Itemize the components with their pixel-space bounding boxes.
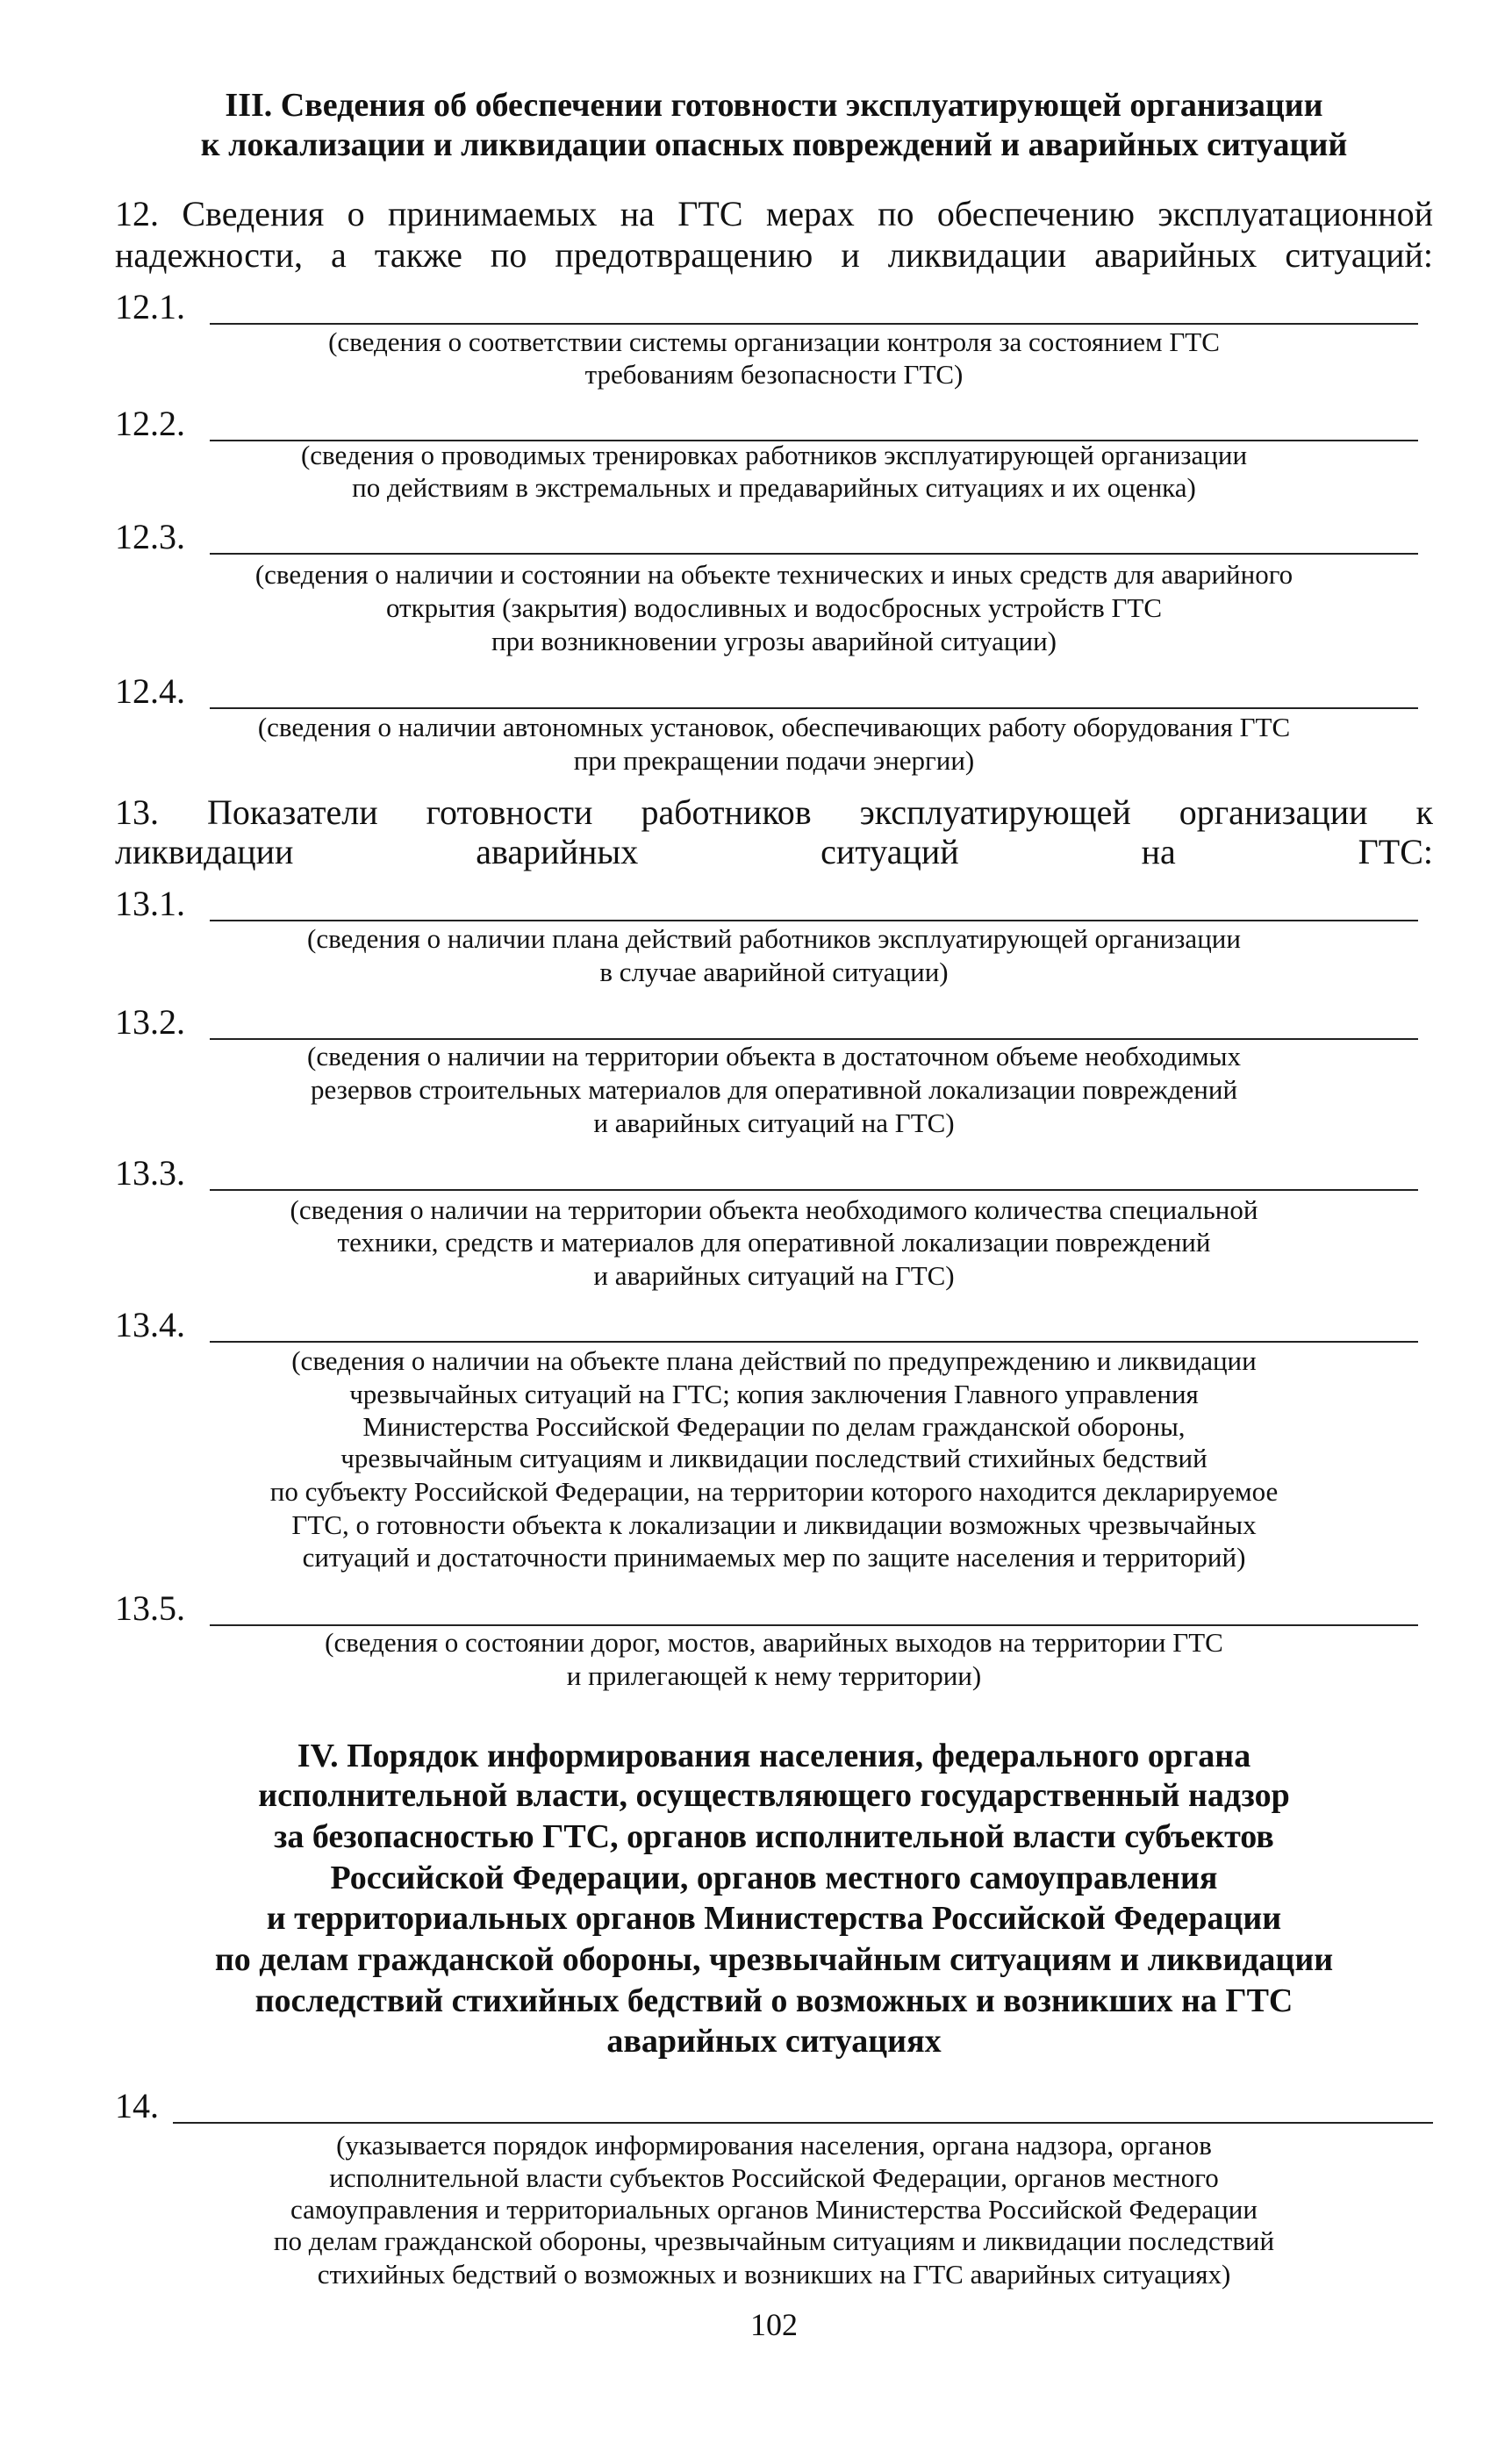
field-caption: (сведения о наличии плана действий работников эксплуатирующей организации bbox=[307, 923, 1241, 954]
field-caption: по делам гражданской обороны, чрезвычайным ситуациям и ликвидации последствий bbox=[273, 2225, 1275, 2256]
page-number: 102 bbox=[750, 2307, 798, 2342]
section-heading: IV. Порядок информирования населения, федерального органа bbox=[297, 1738, 1251, 1774]
item-number: 13.2. bbox=[115, 1002, 185, 1042]
field-caption: открытия (закрытия) водосливных и водосбросных устройств ГТС bbox=[385, 592, 1163, 623]
field-caption: чрезвычайным ситуациям и ликвидации последствий стихийных бедствий bbox=[340, 1443, 1207, 1473]
field-caption: и аварийных ситуаций на ГТС) bbox=[593, 1260, 955, 1291]
fill-in-line[interactable] bbox=[210, 1189, 1418, 1191]
paragraph-line: ликвидации аварийных ситуаций на ГТС: bbox=[115, 832, 1433, 871]
section-heading: исполнительной власти, осуществляющего государственный надзор bbox=[258, 1777, 1290, 1814]
field-caption: требованиям безопасности ГТС) bbox=[584, 359, 964, 390]
paragraph-line: 13. Показатели готовности работников эксплуатирующей организации к bbox=[115, 792, 1433, 832]
field-caption: в случае аварийной ситуации) bbox=[599, 957, 949, 987]
field-caption: (сведения о наличии автономных установок, обеспечивающих работу оборудования ГТС bbox=[257, 712, 1291, 742]
fill-in-line[interactable] bbox=[210, 553, 1418, 555]
fill-in-line[interactable] bbox=[210, 920, 1418, 921]
field-caption: чрезвычайных ситуаций на ГТС; копия заключения Главного управления bbox=[349, 1379, 1199, 1409]
paragraph-line: надежности, а также по предотвращению и ликвидации аварийных ситуаций: bbox=[115, 235, 1433, 275]
section-heading: за безопасностью ГТС, органов исполнительной власти субъектов bbox=[274, 1818, 1274, 1855]
section-heading: аварийных ситуациях bbox=[606, 2023, 942, 2060]
field-caption: исполнительной власти субъектов Российской Федерации, органов местного bbox=[329, 2162, 1219, 2193]
item-number: 12.1. bbox=[115, 287, 185, 326]
field-caption: (сведения о наличии на территории объекта в достаточном объеме необходимых bbox=[307, 1041, 1241, 1071]
field-caption: ситуаций и достаточности принимаемых мер по защите населения и территорий) bbox=[302, 1542, 1246, 1573]
section-heading: и территориальных органов Министерства Российской Федерации bbox=[266, 1900, 1282, 1937]
section-heading: Российской Федерации, органов местного самоуправления bbox=[330, 1860, 1218, 1896]
field-caption: ГТС, о готовности объекта к локализации и ликвидации возможных чрезвычайных bbox=[291, 1509, 1257, 1540]
fill-in-line[interactable] bbox=[210, 1341, 1418, 1343]
field-caption: (сведения о состоянии дорог, мостов, аварийных выходов на территории ГТС bbox=[325, 1627, 1223, 1658]
field-caption: стихийных бедствий о возможных и возникших на ГТС аварийных ситуациях) bbox=[317, 2259, 1231, 2290]
section-heading: последствий стихийных бедствий о возможных и возникших на ГТС bbox=[254, 1982, 1293, 2019]
fill-in-line[interactable] bbox=[210, 707, 1418, 709]
field-caption: Министерства Российской Федерации по делам гражданской обороны, bbox=[362, 1411, 1186, 1442]
fill-in-line[interactable] bbox=[173, 2122, 1433, 2124]
item-number: 14. bbox=[115, 2086, 159, 2125]
field-caption: (указывается порядок информирования населения, органа надзора, органов bbox=[336, 2130, 1212, 2161]
field-caption: (сведения о наличии на объекте плана действий по предупреждению и ликвидации bbox=[291, 1345, 1257, 1376]
field-caption: и прилегающей к нему территории) bbox=[566, 1660, 982, 1691]
field-caption: техники, средств и материалов для оперативной локализации повреждений bbox=[337, 1227, 1211, 1258]
item-number: 12.2. bbox=[115, 404, 185, 443]
paragraph-line: 12. Сведения о принимаемых на ГТС мерах по обеспечению эксплуатационной bbox=[115, 194, 1433, 233]
field-caption: (сведения о наличии и состоянии на объекте технических и иных средств для аварийного bbox=[254, 559, 1293, 590]
field-caption: самоуправления и территориальных органов Министерства Российской Федерации bbox=[290, 2194, 1258, 2225]
fill-in-line[interactable] bbox=[210, 323, 1418, 325]
section-heading: III. Сведения об обеспечении готовности эксплуатирующей организации bbox=[225, 87, 1323, 124]
field-caption: по действиям в экстремальных и предаварийных ситуациях и их оценка) bbox=[352, 472, 1196, 503]
item-number: 13.5. bbox=[115, 1588, 185, 1628]
item-number: 13.1. bbox=[115, 884, 185, 923]
field-caption: (сведения о соответствии системы организации контроля за состоянием ГТС bbox=[328, 326, 1220, 357]
field-caption: (сведения о наличии на территории объекта необходимого количества специальной bbox=[290, 1194, 1258, 1225]
field-caption: при возникновении угрозы аварийной ситуации) bbox=[491, 626, 1057, 656]
item-number: 13.3. bbox=[115, 1153, 185, 1193]
field-caption: по субъекту Российской Федерации, на территории которого находится декларируемое bbox=[269, 1476, 1279, 1507]
field-caption: и аварийных ситуаций на ГТС) bbox=[593, 1107, 955, 1138]
item-number: 12.4. bbox=[115, 671, 185, 711]
field-caption: (сведения о проводимых тренировках работников эксплуатирующей организации bbox=[300, 440, 1248, 470]
section-heading: по делам гражданской обороны, чрезвычайным ситуациям и ликвидации bbox=[214, 1941, 1334, 1978]
field-caption: резервов строительных материалов для оперативной локализации повреждений bbox=[310, 1074, 1238, 1105]
section-heading: к локализации и ликвидации опасных повреждений и аварийных ситуаций bbox=[200, 126, 1348, 163]
item-number: 12.3. bbox=[115, 517, 185, 556]
item-number: 13.4. bbox=[115, 1305, 185, 1344]
field-caption: при прекращении подачи энергии) bbox=[573, 745, 975, 776]
